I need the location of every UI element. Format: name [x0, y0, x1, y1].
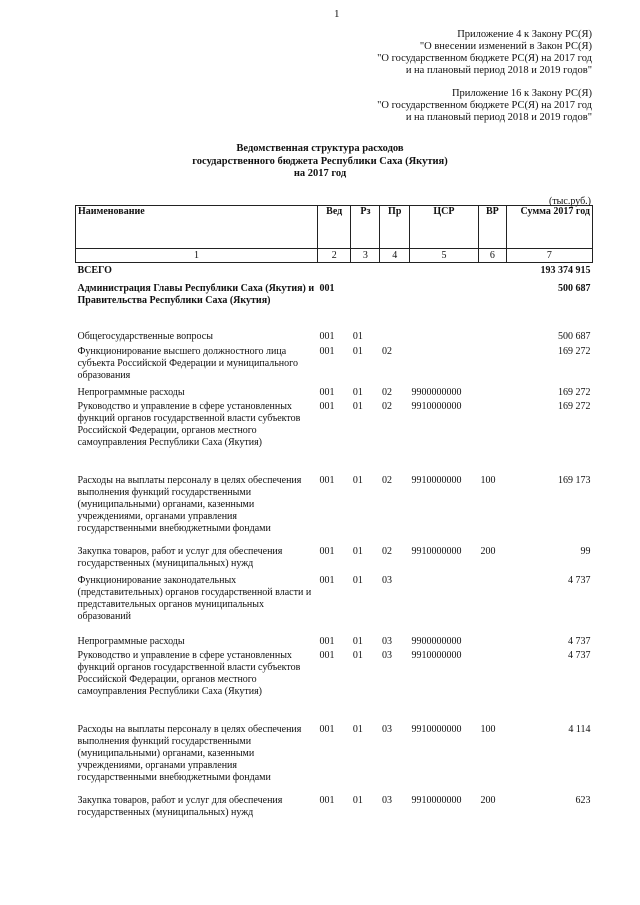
cell-name: Непрограммные расходы: [77, 635, 185, 647]
colnum-vr: 6: [478, 249, 506, 263]
cell-vr: 100: [480, 474, 496, 486]
cell-name: Руководство и управление в сфере установленных функций органов государственной власти субъектов Российской Федерации, органов местного самоуправления Республики Саха (Якутия): [77, 400, 301, 448]
annex-line: Приложение 4 к Закону РС(Я): [457, 29, 592, 40]
colnum-sum: 7: [506, 249, 592, 263]
cell-vr: [478, 648, 506, 722]
cell-vr: 100: [480, 723, 496, 735]
cell-sum: 169 272: [558, 345, 591, 357]
header-row: [76, 206, 593, 249]
cell-csr: 9910000000: [411, 723, 462, 735]
table-body: [76, 263, 593, 822]
cell-sum: 169 173: [558, 474, 591, 486]
table-row: [76, 648, 593, 722]
cell-rz: 01: [352, 794, 363, 806]
cell-name: Закупка товаров, работ и услуг для обеспечения государственных (муниципальных) нужд: [77, 545, 283, 569]
cell-csr: [409, 263, 478, 281]
cell-sum: 4 737: [568, 649, 591, 661]
cell-pr: [380, 263, 410, 281]
cell-rz: 01: [352, 400, 363, 412]
table-row: [76, 399, 593, 473]
cell-csr: 9910000000: [411, 794, 462, 806]
document-title: [60, 143, 580, 181]
cell-csr: 9910000000: [411, 400, 462, 412]
cell-ved: 001: [319, 574, 335, 586]
annex-line: "О государственном бюджете РС(Я) на 2017 год: [377, 100, 592, 111]
annex-4-header: [377, 29, 592, 77]
cell-name: Расходы на выплаты персоналу в целях обеспечения выполнения функций государственными (муниципальными) органами, казенными учреждениями, органами управления государственными внебюджетными фондами: [77, 474, 302, 534]
header-pr: Пр: [380, 206, 410, 249]
cell-name: Функционирование законодательных (представительных) органов государственной власти и представительных органов муниципальных образований: [77, 574, 312, 622]
units-label: (тыс.руб.): [548, 196, 591, 207]
cell-rz: 01: [352, 574, 363, 586]
header-csr: ЦСР: [409, 206, 478, 249]
cell-ved: [318, 263, 351, 281]
page-number: 1: [334, 8, 340, 20]
cell-vr: [478, 281, 506, 329]
annex-line: и на плановый период 2018 и 2019 годов": [405, 65, 592, 76]
cell-pr: 03: [381, 794, 392, 806]
cell-ved: 001: [319, 474, 335, 486]
cell-rz: 01: [352, 386, 363, 398]
cell-ved: 001: [319, 330, 335, 342]
cell-csr: 9910000000: [411, 474, 462, 486]
cell-name: Руководство и управление в сфере установленных функций органов государственной власти субъектов Российской Федерации, органов местного самоуправления Республики Саха (Якутия): [77, 649, 301, 697]
table-row: [76, 544, 593, 573]
table-row: [76, 573, 593, 634]
cell-name: Непрограммные расходы: [77, 386, 185, 398]
cell-csr: [409, 573, 478, 634]
annex-16-header: [377, 88, 592, 124]
cell-name: Общегосударственные вопросы: [77, 330, 213, 342]
cell-pr: 03: [381, 635, 392, 647]
cell-pr: 02: [381, 345, 392, 357]
cell-ved: 001: [319, 386, 335, 398]
cell-sum: 169 272: [558, 386, 591, 398]
cell-pr: 03: [381, 723, 392, 735]
cell-rz: 01: [352, 545, 363, 557]
cell-pr: 02: [381, 545, 392, 557]
title-line: Ведомственная структура расходов: [236, 143, 404, 154]
cell-rz: 01: [352, 345, 363, 357]
cell-ved: 001: [319, 649, 335, 661]
cell-ved: 001: [319, 282, 335, 294]
table-row: [76, 634, 593, 648]
colnum-ved: 2: [318, 249, 351, 263]
cell-sum: 4 737: [568, 635, 591, 647]
cell-ved: 001: [319, 794, 335, 806]
cell-ved: 001: [319, 635, 335, 647]
title-line: государственного бюджета Республики Саха (Якутия): [192, 155, 448, 167]
table-row: [76, 344, 593, 385]
cell-vr: [478, 344, 506, 385]
cell-sum: 500 687: [558, 282, 591, 294]
cell-vr: 200: [480, 545, 496, 557]
cell-pr: 03: [381, 574, 392, 586]
cell-ved: 001: [319, 545, 335, 557]
cell-pr: [380, 329, 410, 344]
cell-rz: 01: [352, 474, 363, 486]
table-row: [76, 385, 593, 399]
table-row: [76, 329, 593, 344]
header-rz: Рз: [351, 206, 380, 249]
cell-vr: [478, 385, 506, 399]
table-row: [76, 263, 593, 281]
annex-line: "О внесении изменений в Закон РС(Я): [419, 41, 592, 52]
cell-vr: [478, 634, 506, 648]
table-row: [76, 281, 593, 329]
cell-name: ВСЕГО: [77, 265, 112, 276]
cell-sum: 500 687: [558, 330, 591, 342]
cell-sum: 623: [575, 794, 591, 806]
cell-vr: [478, 263, 506, 281]
cell-ved: 001: [319, 723, 335, 735]
cell-sum: 4 737: [568, 574, 591, 586]
colnum-csr: 5: [409, 249, 478, 263]
header-sum: Сумма 2017 год: [506, 206, 592, 249]
cell-sum: 169 272: [558, 400, 591, 412]
cell-pr: 02: [381, 386, 392, 398]
cell-pr: [380, 281, 410, 329]
cell-csr: 9910000000: [411, 545, 462, 557]
cell-rz: 01: [352, 635, 363, 647]
table-row: [76, 722, 593, 793]
cell-csr: 9900000000: [411, 386, 462, 398]
cell-vr: 200: [480, 794, 496, 806]
cell-name: Администрация Главы Республики Саха (Якутия) и Правительства Республики Саха (Якутия): [77, 282, 315, 306]
cell-pr: 03: [381, 649, 392, 661]
cell-name: Расходы на выплаты персоналу в целях обеспечения выполнения функций государственными (муниципальными) органами, казенными учреждениями, органами управления государственными внебюджетными фондами: [77, 723, 302, 783]
cell-rz: 01: [352, 723, 363, 735]
budget-table: [75, 205, 593, 822]
cell-name: Закупка товаров, работ и услуг для обеспечения государственных (муниципальных) нужд: [77, 794, 283, 818]
table-row: [76, 793, 593, 822]
header-ved: Вед: [318, 206, 351, 249]
cell-vr: [478, 573, 506, 634]
cell-pr: 02: [381, 474, 392, 486]
cell-csr: [409, 281, 478, 329]
cell-vr: [478, 329, 506, 344]
cell-sum: 193 374 915: [540, 265, 591, 276]
cell-vr: [478, 399, 506, 473]
cell-pr: 02: [381, 400, 392, 412]
cell-csr: 9900000000: [411, 635, 462, 647]
colnum-name: 1: [76, 249, 318, 263]
cell-rz: 01: [352, 330, 363, 342]
cell-sum: 99: [580, 545, 591, 557]
cell-sum: 4 114: [568, 723, 591, 735]
colnum-rz: 3: [351, 249, 380, 263]
cell-name: Функционирование высшего должностного лица субъекта Российской Федерации и муниципального образования: [77, 345, 299, 381]
table-row: [76, 473, 593, 544]
annex-line: Приложение 16 к Закону РС(Я): [451, 88, 592, 99]
cell-ved: 001: [319, 345, 335, 357]
title-line: на 2017 год: [293, 168, 347, 179]
cell-csr: [409, 344, 478, 385]
cell-ved: 001: [319, 400, 335, 412]
colnum-pr: 4: [380, 249, 410, 263]
cell-rz: [351, 263, 380, 281]
annex-line: и на плановый период 2018 и 2019 годов": [405, 112, 592, 123]
cell-rz: [351, 281, 380, 329]
header-vr: ВР: [478, 206, 506, 249]
cell-csr: [409, 329, 478, 344]
annex-line: "О государственном бюджете РС(Я) на 2017 год: [377, 53, 592, 64]
header-name: Наименование: [76, 206, 318, 249]
column-number-row: [76, 249, 593, 263]
cell-csr: 9910000000: [411, 649, 462, 661]
cell-rz: 01: [352, 649, 363, 661]
